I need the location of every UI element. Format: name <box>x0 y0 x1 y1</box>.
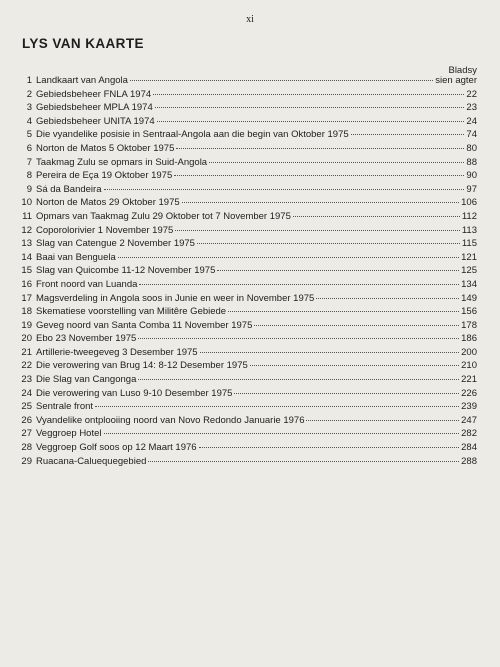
entry-number: 5 <box>26 129 32 141</box>
list-item <box>12 400 477 414</box>
entry-number: 17 <box>21 292 32 304</box>
entry-page: 134 <box>461 278 477 290</box>
entry-label: Vyandelike ontplooiing noord van Novo Redondo Januarie 1976 <box>36 414 305 426</box>
list-item <box>12 427 477 441</box>
dot-leader <box>234 392 459 394</box>
list-item <box>12 414 477 428</box>
entry-number: 20 <box>21 333 32 345</box>
entry-page: 156 <box>461 306 477 318</box>
entry-label: Opmars van Taakmag Zulu 29 Oktober tot 7 November 1975 <box>36 210 291 222</box>
entry-number: 22 <box>21 360 32 372</box>
entry-number: 7 <box>26 156 32 168</box>
entry-page: 113 <box>461 224 477 236</box>
page-number: xi <box>246 14 254 25</box>
list-item <box>12 332 477 346</box>
entry-label: Sentrale front <box>36 401 94 413</box>
dot-leader <box>174 174 464 176</box>
list-item <box>12 101 477 115</box>
entry-page: 282 <box>461 428 477 440</box>
entry-page: 24 <box>466 115 477 127</box>
list-item <box>12 292 477 306</box>
entry-page: 178 <box>461 319 477 331</box>
dot-leader <box>217 269 459 271</box>
dot-leader <box>197 242 460 244</box>
list-item <box>12 373 477 387</box>
list-item <box>12 387 477 401</box>
dot-leader <box>157 120 465 122</box>
entry-label: Gebiedsbeheer UNITA 1974 <box>36 115 155 127</box>
entry-label: Skematiese voorstelling van Militêre Gebiede <box>36 306 227 318</box>
list-item <box>12 359 477 373</box>
dot-leader <box>228 310 459 312</box>
list-item <box>12 128 477 142</box>
dot-leader <box>306 419 459 421</box>
dot-leader <box>118 256 459 258</box>
entry-page: 22 <box>466 88 477 100</box>
entry-label: Slag van Quicombe 11-12 November 1975 <box>36 265 216 277</box>
list-item <box>12 455 477 469</box>
entry-page: 186 <box>461 333 477 345</box>
entry-number: 10 <box>21 197 32 209</box>
list-item <box>12 305 477 319</box>
entry-label: Veggroep Golf soos op 12 Maart 1976 <box>36 442 197 454</box>
entry-page: 247 <box>461 414 477 426</box>
entry-label: Ruacana-Caluequegebied <box>36 455 147 467</box>
entry-label: Magsverdeling in Angola soos in Junie en weer in November 1975 <box>36 292 315 304</box>
entry-label: Die verowering van Luso 9-10 Desember 1975 <box>36 387 233 399</box>
entry-page: 210 <box>461 360 477 372</box>
dot-leader <box>104 188 465 190</box>
list-item <box>12 210 477 224</box>
list-item <box>12 74 477 88</box>
entry-label: Veggroep Hotel <box>36 428 102 440</box>
entry-number: 26 <box>21 414 32 426</box>
entry-number: 27 <box>21 428 32 440</box>
entry-number: 11 <box>22 210 32 222</box>
entry-page: 221 <box>461 374 477 386</box>
entry-number: 1 <box>26 75 32 86</box>
entry-page: 80 <box>466 142 477 154</box>
entry-page: 106 <box>461 197 477 209</box>
entry-number: 19 <box>21 319 32 331</box>
dot-leader <box>254 324 459 326</box>
entry-label: Landkaart van Angola <box>36 75 128 86</box>
entry-label: Die vyandelike posisie in Sentraal-Angola aan die begin van Oktober 1975 <box>36 129 349 141</box>
entry-page: sien agter <box>435 75 477 86</box>
entry-number: 6 <box>26 142 32 154</box>
entry-number: 9 <box>26 183 32 195</box>
entry-label: Gebiedsbeheer MPLA 1974 <box>36 102 153 114</box>
list-item <box>12 251 477 265</box>
list-item <box>12 441 477 455</box>
list-item <box>12 156 477 170</box>
entry-number: 16 <box>21 278 32 290</box>
list-item <box>12 264 477 278</box>
entry-label: Norton de Matos 5 Oktober 1975 <box>36 142 175 154</box>
entry-label: Taakmag Zulu se opmars in Suid-Angola <box>36 156 208 168</box>
entry-label: Geveg noord van Santa Comba 11 November 1975 <box>36 319 253 331</box>
dot-leader <box>95 405 459 407</box>
entry-page: 239 <box>461 401 477 413</box>
dot-leader <box>182 201 459 203</box>
entry-label: Ebo 23 November 1975 <box>36 333 137 345</box>
entry-number: 8 <box>26 170 32 182</box>
column-header-bladsy: Bladsy <box>448 65 477 76</box>
entry-page: 149 <box>461 292 477 304</box>
entry-page: 112 <box>461 210 477 222</box>
entry-label: Sá da Bandeira <box>36 183 102 195</box>
list-item <box>12 278 477 292</box>
list-item <box>12 142 477 156</box>
dot-leader <box>138 337 459 339</box>
map-list <box>12 74 477 468</box>
dot-leader <box>209 161 464 163</box>
entry-page: 88 <box>466 156 477 168</box>
entry-page: 200 <box>461 346 477 358</box>
entry-page: 125 <box>461 265 477 277</box>
dot-leader <box>139 283 459 285</box>
entry-number: 18 <box>21 306 32 318</box>
dot-leader <box>153 93 464 95</box>
entry-label: Norton de Matos 29 Oktober 1975 <box>36 197 180 209</box>
dot-leader <box>175 229 460 231</box>
entry-number: 21 <box>21 346 32 358</box>
entry-label: Baai van Benguela <box>36 251 116 263</box>
entry-number: 2 <box>26 88 32 100</box>
entry-page: 74 <box>466 129 477 141</box>
dot-leader <box>138 378 459 380</box>
entry-page: 90 <box>466 170 477 182</box>
entry-number: 4 <box>26 115 32 127</box>
list-item <box>12 115 477 129</box>
entry-number: 3 <box>26 102 32 114</box>
entry-page: 288 <box>461 455 477 467</box>
dot-leader <box>250 364 459 366</box>
list-item <box>12 169 477 183</box>
dot-leader <box>316 297 459 299</box>
dot-leader <box>155 106 465 108</box>
dot-leader <box>199 446 460 448</box>
dot-leader <box>130 79 433 81</box>
dot-leader <box>148 460 459 462</box>
entry-page: 226 <box>461 387 477 399</box>
entry-number: 15 <box>21 265 32 277</box>
list-item <box>12 224 477 238</box>
entry-page: 23 <box>466 102 477 114</box>
entry-page: 115 <box>461 238 477 250</box>
entry-label: Coporolorivier 1 November 1975 <box>36 224 174 236</box>
entry-number: 23 <box>21 374 32 386</box>
entry-label: Front noord van Luanda <box>36 278 138 290</box>
list-item <box>12 346 477 360</box>
entry-number: 13 <box>21 238 32 250</box>
list-item <box>12 319 477 333</box>
entry-label: Slag van Catengue 2 November 1975 <box>36 238 195 250</box>
entry-number: 12 <box>21 224 32 236</box>
entry-number: 24 <box>21 387 32 399</box>
entry-label: Gebiedsbeheer FNLA 1974 <box>36 88 152 100</box>
entry-label: Artillerie-tweegeveg 3 Desember 1975 <box>36 346 198 358</box>
entry-number: 25 <box>21 401 32 413</box>
list-item <box>12 183 477 197</box>
list-item <box>12 237 477 251</box>
page-title: LYS VAN KAARTE <box>22 36 144 51</box>
entry-page: 121 <box>461 251 477 263</box>
entry-label: Pereira de Eça 19 Oktober 1975 <box>36 170 173 182</box>
dot-leader <box>351 133 465 135</box>
list-item <box>12 88 477 102</box>
entry-page: 97 <box>466 183 477 195</box>
entry-number: 28 <box>21 442 32 454</box>
dot-leader <box>176 147 464 149</box>
dot-leader <box>200 351 460 353</box>
dot-leader <box>104 432 460 434</box>
list-item <box>12 196 477 210</box>
entry-label: Die verowering van Brug 14: 8-12 Desember 1975 <box>36 360 248 372</box>
entry-label: Die Slag van Cangonga <box>36 374 137 386</box>
entry-number: 14 <box>21 251 32 263</box>
entry-number: 29 <box>21 455 32 467</box>
entry-page: 284 <box>461 442 477 454</box>
dot-leader <box>293 215 460 217</box>
